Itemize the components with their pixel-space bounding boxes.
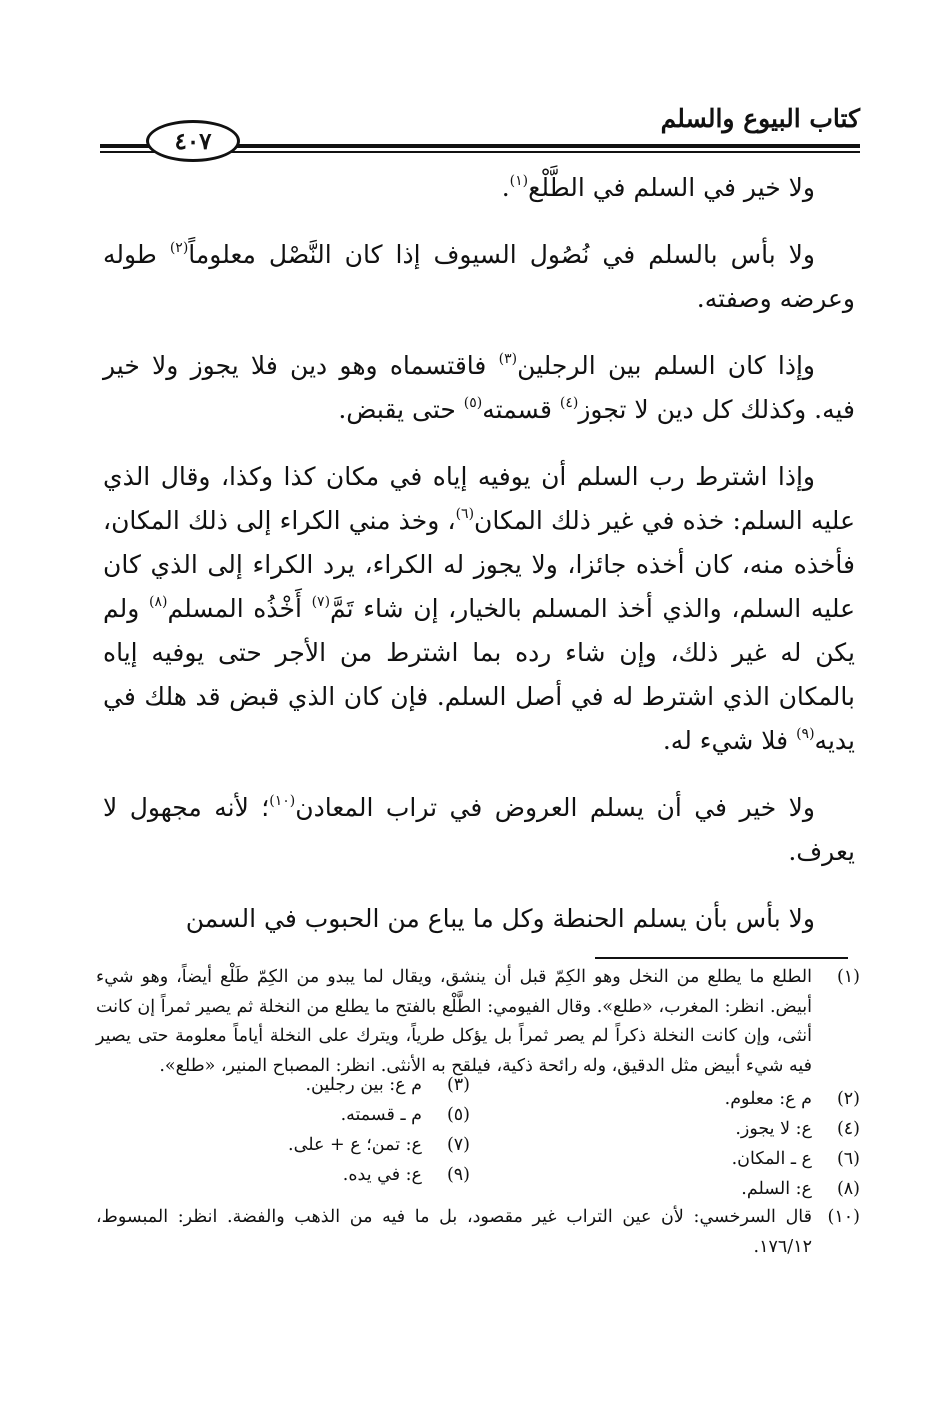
paragraph: ولا بأس بالسلم في نُصُول السيوف إذا كان النَّصْل معلوماً$^{(٢)}$ طوله وعرضه وصفته.: [103, 240, 855, 313]
footnote-8: (٨)ع: السلم.: [741, 1179, 860, 1199]
footnotes: [96, 963, 860, 1262]
footnote-5: (٥)م ـ قسمته.: [340, 1105, 470, 1125]
footnote-number: (١): [836, 967, 860, 987]
main-text: [103, 166, 855, 964]
short-footnotes: [96, 1075, 860, 1201]
footnote-4: (٤)ع: لا يجوز.: [735, 1119, 860, 1139]
footnote-ref: (٧): [311, 594, 331, 610]
paragraph: ولا خير في السلم في الطَّلْع$^{(١)}$.: [501, 173, 815, 202]
paragraph: ولا بأس بأن يسلم الحنطة وكل ما يباع من الحبوب في السمن: [185, 904, 815, 933]
footnote-ref: (٢): [169, 240, 189, 256]
footnote-7: (٧)ع: تمن؛ ع + على.: [288, 1135, 470, 1155]
footnote-1: [96, 963, 860, 1081]
footnote-ref: (٩): [796, 726, 815, 742]
footnote-9: (٩)ع: في يده.: [342, 1165, 470, 1185]
footnote-2: (٢)م ع: معلوم.: [724, 1089, 860, 1109]
footnote-text: قال السرخسي: لأن عين التراب غير مقصود، بل ما فيه من الذهب والفضة. انظر: المبسوط، ١٧٦/١٢.: [96, 1207, 812, 1257]
running-header: [100, 100, 860, 160]
footnote-10: [96, 1203, 860, 1262]
footnote-ref: (٣): [498, 351, 518, 367]
paragraph: وإذا كان السلم بين الرجلين$^{(٣)}$ فاقتسماه وهو دين فلا يجوز ولا خير فيه. وكذلك كل دين لا تجوز$^{(٤)}$ قسمته$^{(٥)}$ حتى يقبض.: [103, 351, 855, 424]
footnote-ref: (٨): [148, 594, 168, 610]
footnote-text: الطلع ما يطلع من النخل وهو الكِمّ قبل أن ينشق، ويقال لما يبدو من الكِمّ طَلْع أيضاً، وهو شيء أبيض. انظر: المغرب، «طلع». وقال الفيومي: الطَّلْع بالفتح ما يطلع من النخلة ثم يصير ثمراً إن كانت أنثى، وإن كانت النخلة ذكراً لم يصر ثمراً بل يؤكل طرياً، ويترك على النخلة أياماً معلومة حتى يصير فيه شيء أبيض مثل الدقيق، وله رائحة ذكية، فيلقح به الأنثى. انظر: المصباح المنير، «طلع».: [96, 967, 812, 1076]
footnote-ref: (٦): [455, 506, 475, 522]
book-section-title: كتاب البيوع والسلم: [660, 104, 860, 133]
footnote-ref: (٥): [463, 395, 483, 411]
paragraph: وإذا اشترط رب السلم أن يوفيه إياه في مكان كذا وكذا، وقال الذي عليه السلم: خذه في غير ذلك المكان$^{(٦)}$، وخذ مني الكراء إلى ذلك المكان، فأخذه منه، كان أخذه جائزا، ولا يجوز له الكراء، يرد الكراء إلى الذي كان عليه السلم، والذي أخذ المسلم بالخيار، إن شاء تَمَّ$^{(٧)}$ أَخْذُه المسلم$^{(٨)}$ ولم يكن له غير ذلك، وإن شاء رده بما اشترط من الأجر حتى يوفيه إياه بالمكان الذي اشترط له في أصل السلم. فإن كان الذي قبض قد هلك في يديه$^{(٩)}$ فلا شيء له.: [103, 462, 856, 755]
footnote-6: (٦)ع ـ المكان.: [731, 1149, 860, 1169]
paragraph: ولا خير في أن يسلم العروض في تراب المعادن$^{(١٠)}$؛ لأنه مجهول لا يعرف.: [103, 793, 855, 866]
footnote-ref: (١): [509, 173, 529, 189]
footnote-number: (١٠): [827, 1207, 860, 1227]
footnote-ref: (١٠): [269, 793, 296, 809]
footnote-ref: (٤): [559, 395, 579, 411]
page-number: ٤٠٧: [146, 120, 240, 162]
footnote-separator: [595, 957, 848, 959]
footnote-3: (٣)م ع: بين رجلين.: [305, 1075, 470, 1095]
